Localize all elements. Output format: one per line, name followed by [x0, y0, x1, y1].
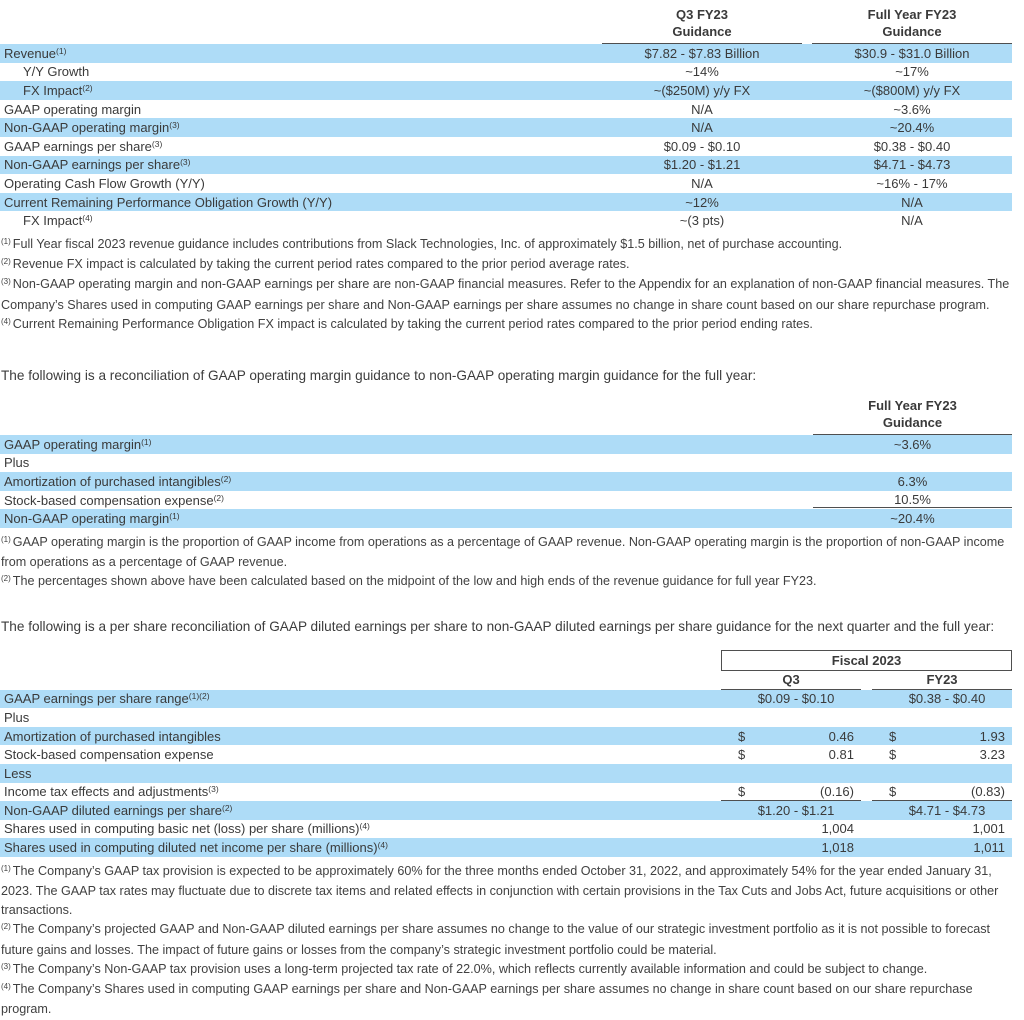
dollar-sign: $ [889, 747, 897, 763]
guidance-table-row [0, 44, 1012, 63]
guidance-table-row [0, 118, 1012, 137]
row-label: Amortization of purchased intangibles$^{(2)}$ [4, 473, 232, 489]
header-spacer [0, 650, 721, 671]
header-line1: Full Year FY23 [867, 7, 957, 22]
footnote [0, 980, 1016, 1019]
footnote [0, 275, 1016, 314]
q3-value-cell [721, 820, 861, 839]
amount-value: 1,011 [973, 840, 1005, 856]
row-label: GAAP earnings per share$^{(3)}$ [4, 138, 163, 154]
fy-value-cell: ~($800M) y/y FX [863, 82, 961, 98]
eps-reconciliation-row [0, 820, 1012, 839]
footnote-text: GAAP operating margin is the proportion of GAAP income from operations as a percentage of GAAP revenue. Non-GAAP operating margin is the proportion of non-GAAP income from operations as a percentage of GAAP revenue. [1, 534, 1005, 570]
eps-reconciliation-table [0, 650, 1012, 857]
footnote-text: Revenue FX impact is calculated by taking the current period rates compared to the prior period average rates. [12, 257, 630, 272]
margin-reconciliation-table [0, 395, 1012, 528]
row-label: Income tax effects and adjustments$^{(3)}$ [4, 784, 219, 800]
footnote-marker: (2) [1, 922, 11, 932]
footnote-marker: (4) [1, 982, 11, 992]
footnote-marker: (1) [1, 236, 11, 246]
footnote [0, 315, 1016, 335]
dollar-sign: $ [889, 783, 897, 799]
row-label: FX Impact$^{(4)}$ [23, 213, 93, 229]
footnote-marker: (3) [208, 784, 219, 795]
footnote-marker: (4) [1, 316, 11, 326]
footnote-marker: (3) [180, 157, 191, 168]
full-year-fy23-column-header [813, 397, 1012, 435]
range-value: $0.09 - $0.10 [757, 691, 835, 707]
margin-table-header [0, 395, 1012, 435]
footnote [0, 572, 1016, 592]
row-label: FX Impact$^{(2)}$ [23, 82, 93, 98]
header-line2: Guidance [882, 24, 942, 39]
footnote [0, 862, 1016, 921]
row-label: Current Remaining Performance Obligation Growth (Y/Y) [4, 194, 333, 210]
amount-value: 1,018 [821, 840, 854, 856]
q3-value-cell: ~(3 pts) [679, 213, 725, 229]
footnote-text: Current Remaining Performance Obligation FX impact is calculated by taking the current period rates compared to the prior period ending rates. [12, 316, 813, 331]
margin-table-body [0, 435, 1012, 528]
q3-value-cell [721, 764, 861, 783]
footnote-marker: (2) [1, 574, 11, 584]
fy-value-cell [872, 783, 1012, 802]
fy-value-cell [872, 764, 1012, 783]
row-label: Plus [4, 455, 30, 471]
footnote-marker: (4) [82, 213, 93, 224]
amount-value: 1,001 [972, 821, 1005, 837]
row-label: Operating Cash Flow Growth (Y/Y) [4, 175, 205, 191]
footnote [0, 533, 1016, 572]
q3-fy23-column-header [602, 6, 802, 44]
fy-value-cell [872, 745, 1012, 764]
full-year-fy23-column-header [812, 6, 1012, 44]
footnote-marker: (1) [141, 436, 152, 447]
amount-value: 0.81 [828, 747, 854, 763]
amount-value: 0.46 [828, 728, 854, 744]
guidance-table-row [0, 193, 1012, 212]
row-label: GAAP earnings per share range$^{(1)(2)}$ [4, 691, 210, 707]
row-label: Non-GAAP operating margin$^{(3)}$ [4, 120, 180, 136]
footnote-marker: (3) [169, 120, 180, 131]
row-label: Plus [4, 709, 30, 725]
margin-reconciliation-row [0, 509, 1012, 528]
footnote-marker: (3) [1, 277, 11, 287]
footnote-text: The Company’s Shares used in computing GAAP earnings per share and Non-GAAP earnings per share assumes no change in share count based on our share repurchase program. [1, 982, 973, 1017]
fy-value-cell: ~3.6% [893, 101, 931, 117]
amount-value: 3.23 [979, 747, 1005, 763]
range-value: $0.38 - $0.40 [908, 691, 986, 707]
fy-value-cell [872, 690, 1012, 709]
fy23-column-header: FY23 [872, 671, 1012, 690]
fy-value-cell [872, 820, 1012, 839]
header-line2: Guidance [672, 24, 732, 39]
header-spacer [0, 671, 721, 690]
column-gap [861, 671, 872, 690]
row-label: Non-GAAP diluted earnings per share$^{(2)}$ [4, 802, 233, 818]
fiscal-2023-group-header: Fiscal 2023 [721, 650, 1012, 671]
q3-value-cell [721, 783, 861, 802]
footnote [0, 235, 1016, 255]
q3-value-cell: $0.09 - $0.10 [663, 138, 741, 154]
eps-reconciliation-row [0, 727, 1012, 746]
fy-value-cell: $0.38 - $0.40 [873, 138, 951, 154]
fy-value-cell: $30.9 - $31.0 Billion [854, 45, 970, 61]
row-label: Shares used in computing basic net (loss) per share (millions)$^{(4)}$ [4, 821, 370, 837]
fy-value-cell: N/A [901, 213, 923, 229]
row-label: Less [4, 765, 32, 781]
fy-value-cell: ~20.4% [890, 511, 935, 527]
margin-reconciliation-row [0, 491, 1012, 510]
amount-value: (0.16) [820, 783, 854, 799]
row-label: Amortization of purchased intangibles [4, 728, 221, 744]
fy-value-cell [872, 708, 1012, 727]
fy-value-cell: 10.5% [813, 492, 1012, 508]
amount-value: 1.93 [979, 728, 1005, 744]
header-line1: Q3 FY23 [675, 7, 729, 22]
q3-value-cell [721, 708, 861, 727]
eps-reconciliation-row [0, 708, 1012, 727]
guidance-footnotes [0, 235, 1016, 335]
eps-reconciliation-row [0, 690, 1012, 709]
footnote-marker: (1) [56, 45, 67, 56]
fy-value-cell: 6.3% [897, 473, 928, 489]
dollar-sign: $ [738, 728, 746, 744]
row-label: GAAP operating margin [4, 101, 142, 117]
q3-value-cell: $1.20 - $1.21 [663, 157, 741, 173]
eps-reconciliation-row [0, 745, 1012, 764]
footnote-marker: (4) [359, 821, 370, 832]
eps-reconciliation-row [0, 838, 1012, 857]
footnote-marker: (4) [377, 840, 388, 851]
amount-value: 1,004 [821, 821, 854, 837]
eps-subheader-row [0, 671, 1012, 690]
row-label: Non-GAAP operating margin$^{(1)}$ [4, 511, 180, 527]
row-label: Revenue$^{(1)}$ [4, 45, 67, 61]
fy-value-cell: N/A [901, 194, 923, 210]
margin-reconciliation-row [0, 472, 1012, 491]
footnote-text: Full Year fiscal 2023 revenue guidance includes contributions from Slack Technologies, Inc. of approximately $1.5 billion, net of purchase accounting. [12, 236, 843, 251]
footnote-marker: (2) [220, 473, 232, 484]
q3-value-cell [721, 745, 861, 764]
guidance-table-row [0, 156, 1012, 175]
eps-table-body [0, 690, 1012, 857]
footnote-marker: (2) [1, 257, 11, 267]
q3-value-cell: ~($250M) y/y FX [653, 82, 751, 98]
guidance-table-row [0, 100, 1012, 119]
q3-value-cell [721, 801, 861, 820]
fy-value-cell [872, 801, 1012, 820]
fy-value-cell: ~20.4% [889, 120, 935, 136]
margin-reconciliation-row [0, 454, 1012, 473]
footnote [0, 960, 1016, 980]
fy-value-cell: ~16% - 17% [876, 175, 948, 191]
column-gap [802, 6, 812, 44]
q3-value-cell [721, 727, 861, 746]
row-label: Shares used in computing diluted net income per share (millions)$^{(4)}$ [4, 840, 388, 856]
footnote-marker: (1) [1, 863, 11, 873]
eps-footnotes [0, 862, 1016, 1020]
margin-footnotes [0, 533, 1016, 593]
margin-reconciliation-intro: The following is a reconciliation of GAAP operating margin guidance to non-GAAP operating margin guidance for the full year: [1, 367, 757, 383]
q3-value-cell: ~12% [685, 194, 719, 210]
guidance-table-row [0, 81, 1012, 100]
fy-value-cell [872, 727, 1012, 746]
eps-reconciliation-row [0, 801, 1012, 820]
footnote-text: Non-GAAP operating margin and non-GAAP earnings per share are non-GAAP financial measures. Refer to the Appendix for an explanation of non-GAAP financial measures. The Company’s Shares used in computing GAAP earnings per share and Non-GAAP earnings per share assumes no change in share count based on our share repurchase program. [1, 277, 1010, 312]
footnote-marker: (3) [151, 138, 163, 149]
range-value: $1.20 - $1.21 [757, 802, 835, 818]
fiscal-group-header-row [0, 650, 1012, 671]
header-spacer [0, 397, 813, 435]
footnote-text: The Company’s Non-GAAP tax provision uses a long-term projected tax rate of 22.0%, which reflects currently available information and could be subject to change. [12, 961, 928, 976]
guidance-table-row [0, 137, 1012, 156]
q3-value-cell: $7.82 - $7.83 Billion [644, 45, 760, 61]
row-label: Stock-based compensation expense$^{(2)}$ [4, 492, 224, 508]
fy-value-cell: $4.71 - $4.73 [873, 157, 951, 173]
footnote-marker: (3) [1, 961, 11, 971]
footnote-text: The Company’s GAAP tax provision is expected to be approximately 60% for the three months ended October 31, 2022, and approximately 54% for the year ended January 31, 2023. The GAAP tax rates may fluctuate due to discrete tax items and related effects in conjunction with certain provisions in the Tax Cuts and Jobs Act, future acquisitions or other transactions. [1, 863, 999, 918]
guidance-table-row [0, 63, 1012, 82]
guidance-table-row [0, 174, 1012, 193]
eps-reconciliation-row [0, 783, 1012, 802]
footnote-text: The percentages shown above have been calculated based on the midpoint of the low and high ends of the revenue guidance for full year FY23. [12, 574, 817, 589]
q3-column-header: Q3 [721, 671, 861, 690]
dollar-sign: $ [738, 783, 746, 799]
guidance-table [0, 0, 1012, 230]
q3-value-cell: ~14% [685, 64, 719, 80]
guidance-table-row [0, 211, 1012, 230]
dollar-sign: $ [889, 728, 897, 744]
q3-value-cell [721, 838, 861, 857]
footnote-marker: (1)(2) [188, 691, 210, 702]
q3-value-cell: N/A [691, 101, 713, 117]
row-label: GAAP operating margin$^{(1)}$ [4, 436, 152, 452]
eps-reconciliation-row [0, 764, 1012, 783]
q3-value-cell: N/A [691, 175, 713, 191]
fy-value-cell [872, 838, 1012, 857]
header-spacer [0, 6, 602, 44]
row-label: Y/Y Growth [23, 64, 90, 80]
fy-value-cell: ~3.6% [893, 436, 932, 452]
margin-reconciliation-row [0, 435, 1012, 454]
fy-value-cell: ~17% [895, 64, 929, 80]
range-value: $4.71 - $4.73 [908, 802, 986, 818]
footnote-marker: (2) [222, 802, 233, 813]
row-label: Non-GAAP earnings per share$^{(3)}$ [4, 157, 191, 173]
footnote-text: The Company’s projected GAAP and Non-GAAP diluted earnings per share assumes no change to the value of our strategic investment portfolio as it is not possible to forecast future gains and losses. The impact of future gains or losses from the company’s strategic investment portfolio could be material. [1, 922, 991, 957]
header-line1: Full Year FY23 [868, 397, 957, 413]
dollar-sign: $ [738, 747, 746, 763]
eps-reconciliation-intro: The following is a per share reconciliation of GAAP diluted earnings per share to non-GAAP diluted earnings per share guidance for the next quarter and the full year: [1, 618, 995, 634]
guidance-table-body [0, 44, 1012, 230]
row-label: Stock-based compensation expense [4, 747, 214, 763]
footnote [0, 255, 1016, 275]
q3-value-cell [721, 690, 861, 709]
guidance-table-header [0, 0, 1012, 44]
footnote [0, 920, 1016, 959]
footnote-marker: (1) [169, 511, 180, 522]
footnote-marker: (1) [1, 534, 11, 544]
footnote-marker: (2) [82, 82, 93, 93]
header-line2: Guidance [882, 414, 943, 430]
q3-value-cell: N/A [691, 120, 713, 136]
amount-value: (0.83) [971, 783, 1005, 799]
footnote-marker: (2) [213, 492, 224, 503]
